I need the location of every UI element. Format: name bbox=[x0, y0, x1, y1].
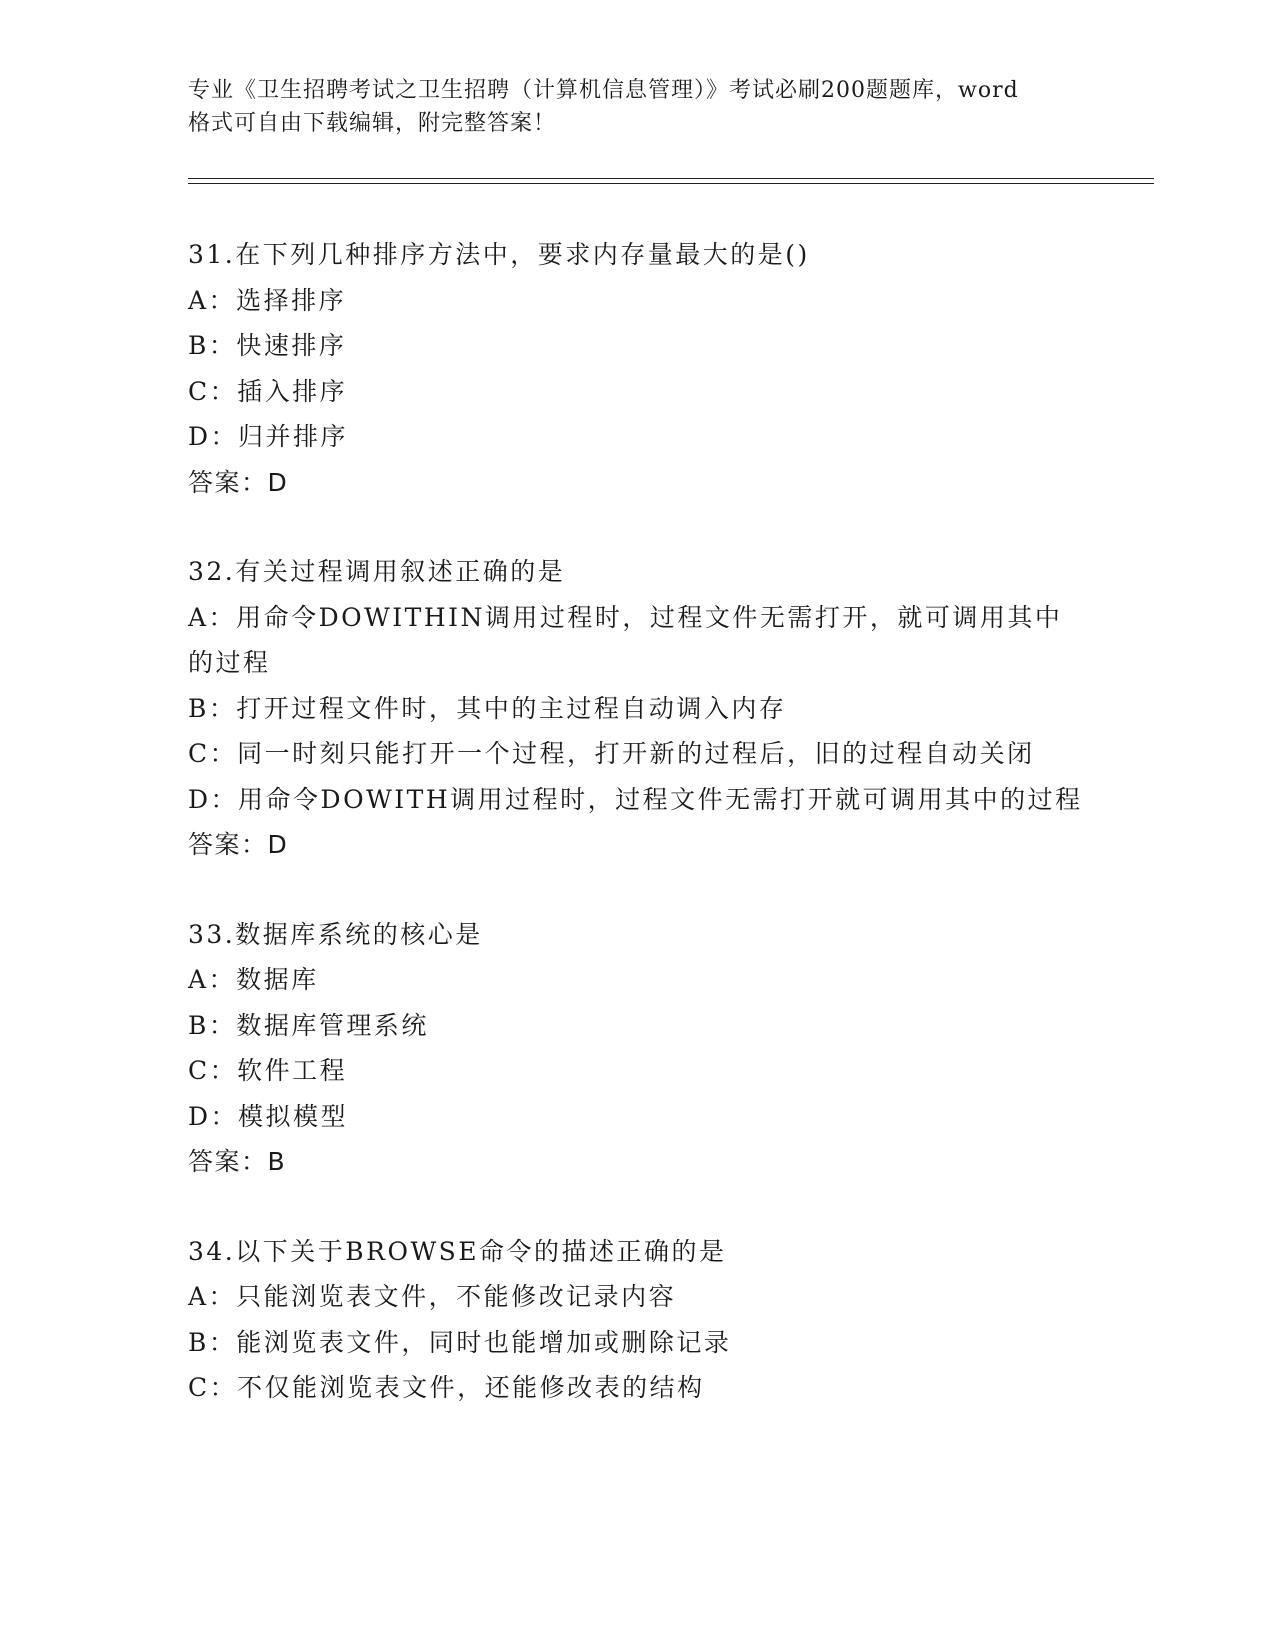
option-b bbox=[188, 686, 1088, 732]
answer-line: 答案：B bbox=[188, 1147, 287, 1176]
header-divider-bottom bbox=[188, 183, 1154, 184]
option-key: A： bbox=[188, 602, 237, 632]
header-divider-top bbox=[188, 178, 1154, 179]
answer-line: 答案：D bbox=[188, 830, 289, 859]
option-text: 同一时刻只能打开一个过程，打开新的过程后，旧的过程自动关闭 bbox=[237, 739, 1035, 768]
option-b bbox=[188, 323, 1088, 369]
option-key: D： bbox=[188, 422, 239, 451]
question-stem: 31.在下列几种排序方法中，要求内存量最大的是() bbox=[188, 240, 810, 269]
option-key: C： bbox=[188, 376, 238, 406]
option-d bbox=[188, 777, 1088, 823]
option-d bbox=[188, 414, 1088, 460]
option-d bbox=[188, 1094, 1088, 1140]
option-key: A： bbox=[188, 285, 237, 315]
option-key: A： bbox=[188, 965, 237, 994]
document-header bbox=[188, 74, 1088, 140]
option-a bbox=[188, 957, 1088, 1003]
option-key: B： bbox=[188, 693, 237, 723]
question-32 bbox=[188, 549, 1088, 868]
answer-line: 答案：D bbox=[188, 467, 289, 497]
option-text: 用命令DOWITHIN调用过程时，过程文件无需打开，就可调用其中的过程 bbox=[188, 602, 1063, 677]
option-b bbox=[188, 1003, 1088, 1049]
option-key: C： bbox=[188, 1373, 238, 1402]
option-c bbox=[188, 1365, 1088, 1411]
option-text: 模拟模型 bbox=[238, 1101, 349, 1131]
option-c bbox=[188, 1048, 1088, 1094]
option-key: B： bbox=[188, 1327, 237, 1357]
option-c bbox=[188, 731, 1088, 777]
question-31 bbox=[188, 232, 1088, 505]
option-key: D： bbox=[188, 784, 239, 814]
option-key: A： bbox=[188, 1282, 237, 1311]
option-text: 插入排序 bbox=[237, 376, 348, 406]
option-key: B： bbox=[188, 331, 237, 360]
option-text: 能浏览表文件，同时也能增加或删除记录 bbox=[236, 1327, 732, 1357]
question-stem: 32.有关过程调用叙述正确的是 bbox=[188, 557, 566, 586]
question-34 bbox=[188, 1229, 1088, 1411]
option-c bbox=[188, 369, 1088, 415]
question-list bbox=[188, 232, 1088, 1455]
option-key: C： bbox=[188, 1056, 238, 1085]
option-text: 只能浏览表文件，不能修改记录内容 bbox=[236, 1282, 677, 1311]
option-b bbox=[188, 1320, 1088, 1366]
option-a bbox=[188, 595, 1088, 686]
option-text: 选择排序 bbox=[236, 285, 347, 315]
option-text: 归并排序 bbox=[238, 422, 349, 451]
header-line-2: 格式可自由下载编辑，附完整答案！ bbox=[188, 111, 557, 136]
option-a bbox=[188, 1274, 1088, 1320]
option-text: 不仅能浏览表文件，还能修改表的结构 bbox=[237, 1373, 705, 1402]
option-text: 数据库管理系统 bbox=[236, 1010, 429, 1040]
header-line-1: 专业《卫生招聘考试之卫生招聘（计算机信息管理）》考试必刷200题题库，word bbox=[188, 78, 1019, 103]
option-key: D： bbox=[188, 1101, 239, 1131]
option-text: 快速排序 bbox=[236, 331, 347, 360]
option-text: 打开过程文件时，其中的主过程自动调入内存 bbox=[236, 693, 787, 723]
option-key: B： bbox=[188, 1010, 237, 1040]
question-33 bbox=[188, 912, 1088, 1185]
option-text: 数据库 bbox=[236, 965, 319, 994]
option-text: 软件工程 bbox=[237, 1056, 348, 1085]
option-text: 用命令DOWITH调用过程时，过程文件无需打开就可调用其中的过程 bbox=[238, 784, 1083, 814]
question-stem: 33.数据库系统的核心是 bbox=[188, 919, 483, 949]
option-key: C： bbox=[188, 739, 238, 768]
option-a bbox=[188, 278, 1088, 324]
question-stem: 34.以下关于BROWSE命令的描述正确的是 bbox=[188, 1236, 727, 1266]
